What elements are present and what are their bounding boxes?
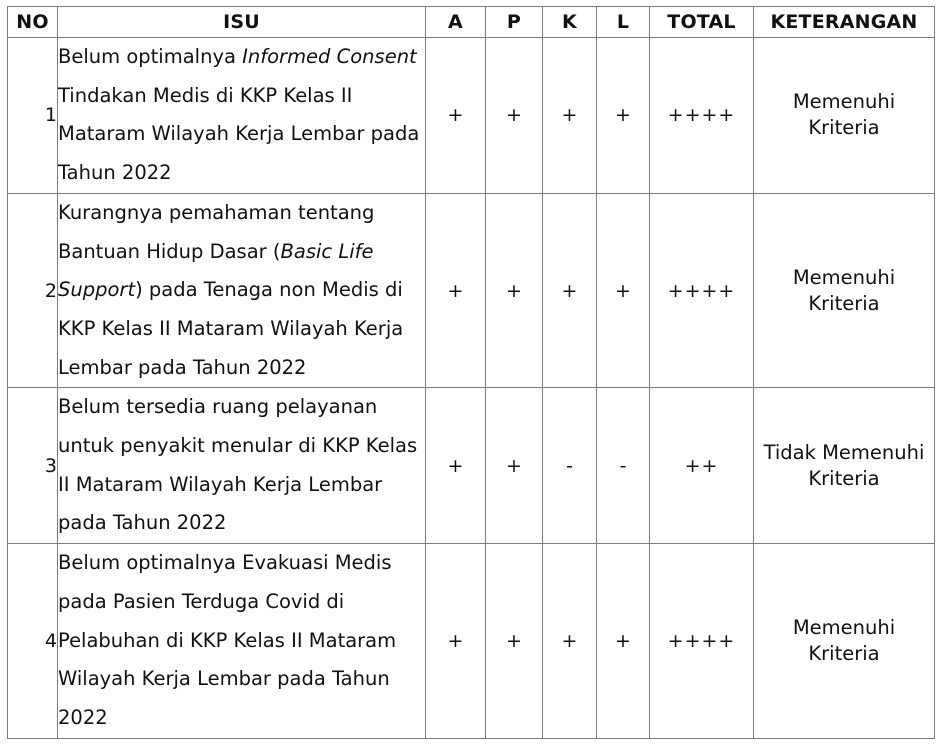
apkl-issue-table	[7, 6, 935, 739]
keterangan-line: Memenuhi	[792, 90, 896, 114]
score-p: +	[486, 388, 543, 544]
header-row	[8, 7, 935, 38]
score-k: +	[543, 193, 597, 388]
keterangan-cell	[754, 38, 935, 194]
header-a: A	[426, 7, 486, 38]
score-k: +	[543, 544, 597, 739]
table-body	[8, 38, 935, 739]
table-row	[8, 388, 935, 544]
keterangan-line: Kriteria	[808, 466, 880, 490]
row-number: 4	[8, 544, 58, 739]
keterangan-line: Memenuhi	[792, 265, 896, 289]
row-number: 2	[8, 193, 58, 388]
header-isu: ISU	[58, 7, 426, 38]
issue-text	[58, 193, 426, 388]
header-keterangan: KETERANGAN	[754, 7, 935, 38]
issue-text-italic-segment: Basic Life Support	[58, 239, 380, 302]
score-p: +	[486, 193, 543, 388]
score-l: +	[597, 544, 650, 739]
score-l: -	[597, 388, 650, 544]
header-no: NO	[8, 7, 58, 38]
score-l: +	[597, 193, 650, 388]
score-p: +	[486, 38, 543, 194]
keterangan-cell	[754, 388, 935, 544]
header-total: TOTAL	[650, 7, 754, 38]
score-k: +	[543, 38, 597, 194]
keterangan-line: Kriteria	[808, 291, 880, 315]
score-a: +	[426, 38, 486, 194]
header-k: K	[543, 7, 597, 38]
row-number: 3	[8, 388, 58, 544]
header-p: P	[486, 7, 543, 38]
issue-text	[58, 388, 426, 544]
issue-text	[58, 38, 426, 194]
issue-text-segment: ) pada Tenaga non Medis di KKP Kelas II Mataram Wilayah Kerja Lembar pada Tahun 2022	[58, 278, 410, 379]
score-total: ++++	[650, 38, 754, 194]
score-a: +	[426, 193, 486, 388]
row-number: 1	[8, 38, 58, 194]
score-total: ++++	[650, 544, 754, 739]
score-p: +	[486, 544, 543, 739]
issue-text-segment: Belum optimalnya	[58, 45, 243, 68]
keterangan-line: Tidak Memenuhi	[763, 440, 925, 464]
keterangan-line: Kriteria	[808, 641, 880, 665]
table-row	[8, 38, 935, 194]
issue-text-segment: Belum tersedia ruang pelayanan untuk penyakit menular di KKP Kelas II Mataram Wilayah Kerja Lembar pada Tahun 2022	[58, 395, 424, 535]
keterangan-cell	[754, 193, 935, 388]
issue-text-segment: Belum optimalnya Evakuasi Medis pada Pasien Terduga Covid di Pelabuhan di KKP Kelas II Mataram Wilayah Kerja Lembar pada Tahun 2022	[58, 551, 403, 729]
score-total: ++	[650, 388, 754, 544]
header-l: L	[597, 7, 650, 38]
table-row	[8, 193, 935, 388]
table-row	[8, 544, 935, 739]
keterangan-cell	[754, 544, 935, 739]
keterangan-line: Kriteria	[808, 116, 880, 140]
score-total: ++++	[650, 193, 754, 388]
issue-text-italic-segment: Informed Consent	[242, 45, 417, 68]
keterangan-line: Memenuhi	[792, 615, 896, 639]
issue-text-segment: Tindakan Medis di KKP Kelas II Mataram Wilayah Kerja Lembar pada Tahun 2022	[58, 45, 426, 185]
score-l: +	[597, 38, 650, 194]
score-k: -	[543, 388, 597, 544]
issue-text	[58, 544, 426, 739]
score-a: +	[426, 544, 486, 739]
issue-text-segment: Kurangnya pemahaman tentang Bantuan Hidup Dasar (	[58, 200, 381, 263]
score-a: +	[426, 388, 486, 544]
